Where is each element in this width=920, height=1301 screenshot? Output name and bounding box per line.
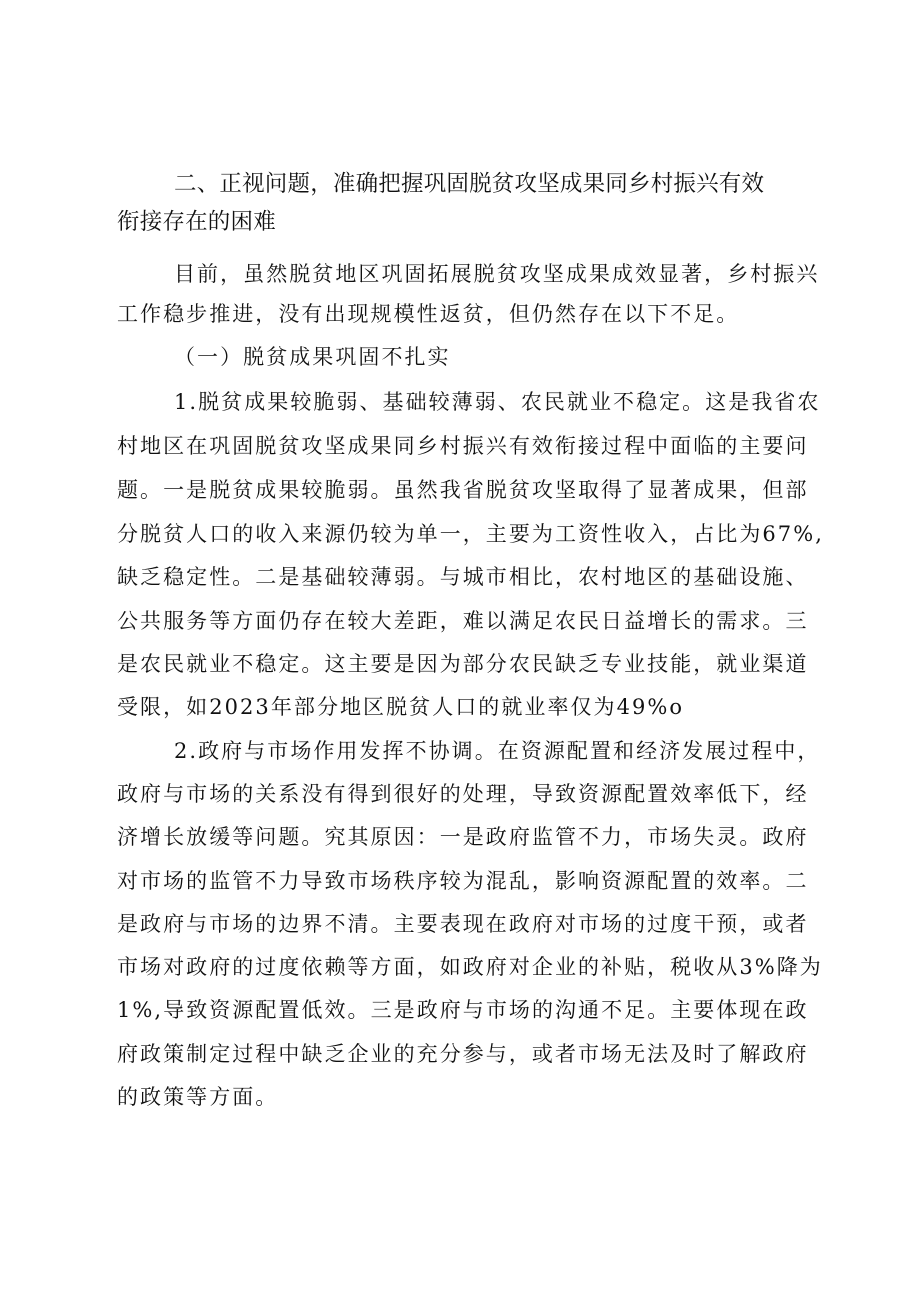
item2-line-2: 政府与市场的关系没有得到很好的处理，导致资源配置效率低下，经 <box>117 782 809 806</box>
item1-line-1: 1.脱贫成果较脆弱、基础较薄弱、农民就业不稳定。这是我省农 <box>174 390 821 414</box>
item1-line-6: 公共服务等方面仍存在较大差距，难以满足农民日益增长的需求。三 <box>117 609 809 633</box>
item2-line-5: 是政府与市场的边界不清。主要表现在政府对市场的过度干预，或者 <box>117 912 809 936</box>
item1-line-5: 缺乏稳定性。二是基础较薄弱。与城市相比，农村地区的基础设施、 <box>117 565 809 589</box>
item2-line-9: 的政策等方面。 <box>117 1085 279 1109</box>
item2-line-8: 府政策制定过程中缺乏企业的充分参与，或者市场无法及时了解政府 <box>117 1042 809 1066</box>
item1-line-3: 题。一是脱贫成果较脆弱。虽然我省脱贫攻坚取得了显著成果，但部 <box>117 478 809 502</box>
item1-line-7: 是农民就业不稳定。这主要是因为部分农民缺乏专业技能，就业渠道 <box>117 652 809 676</box>
item2-line-4: 对市场的监管不力导致市场秩序较为混乱，影响资源配置的效率。二 <box>117 869 809 893</box>
section-heading-line-2: 衔接存在的困难 <box>117 209 276 235</box>
item1-line-4: 分脱贫人口的收入来源仍较为单一，主要为工资性收入，占比为67%, <box>117 522 824 546</box>
subsection-title: （一）脱贫成果巩固不扎实 <box>174 345 451 369</box>
item2-line-6: 市场对政府的过度依赖等方面，如政府对企业的补贴，税收从3%降为 <box>117 955 823 979</box>
item2-line-3: 济增长放缓等问题。究其原因：一是政府监管不力，市场失灵。政府 <box>117 825 809 849</box>
item2-line-1: 2.政府与市场作用发挥不协调。在资源配置和经济发展过程中， <box>174 739 821 763</box>
item1-line-8: 受限，如2023年部分地区脱贫人口的就业率仅为49%o <box>117 695 685 719</box>
intro-line-2: 工作稳步推进，没有出现规模性返贫，但仍然存在以下不足。 <box>117 302 740 326</box>
intro-line-1: 目前，虽然脱贫地区巩固拓展脱贫攻坚成果成效显著，乡村振兴 <box>174 262 820 286</box>
item2-line-7: 1%,导致资源配置低效。三是政府与市场的沟通不足。主要体现在政 <box>117 998 809 1022</box>
item1-line-2: 村地区在巩固脱贫攻坚成果同乡村振兴有效衔接过程中面临的主要问 <box>117 434 809 458</box>
section-heading-line-1: 二、正视问题，准确把握巩固脱贫攻坚成果同乡村振兴有效 <box>174 171 765 197</box>
